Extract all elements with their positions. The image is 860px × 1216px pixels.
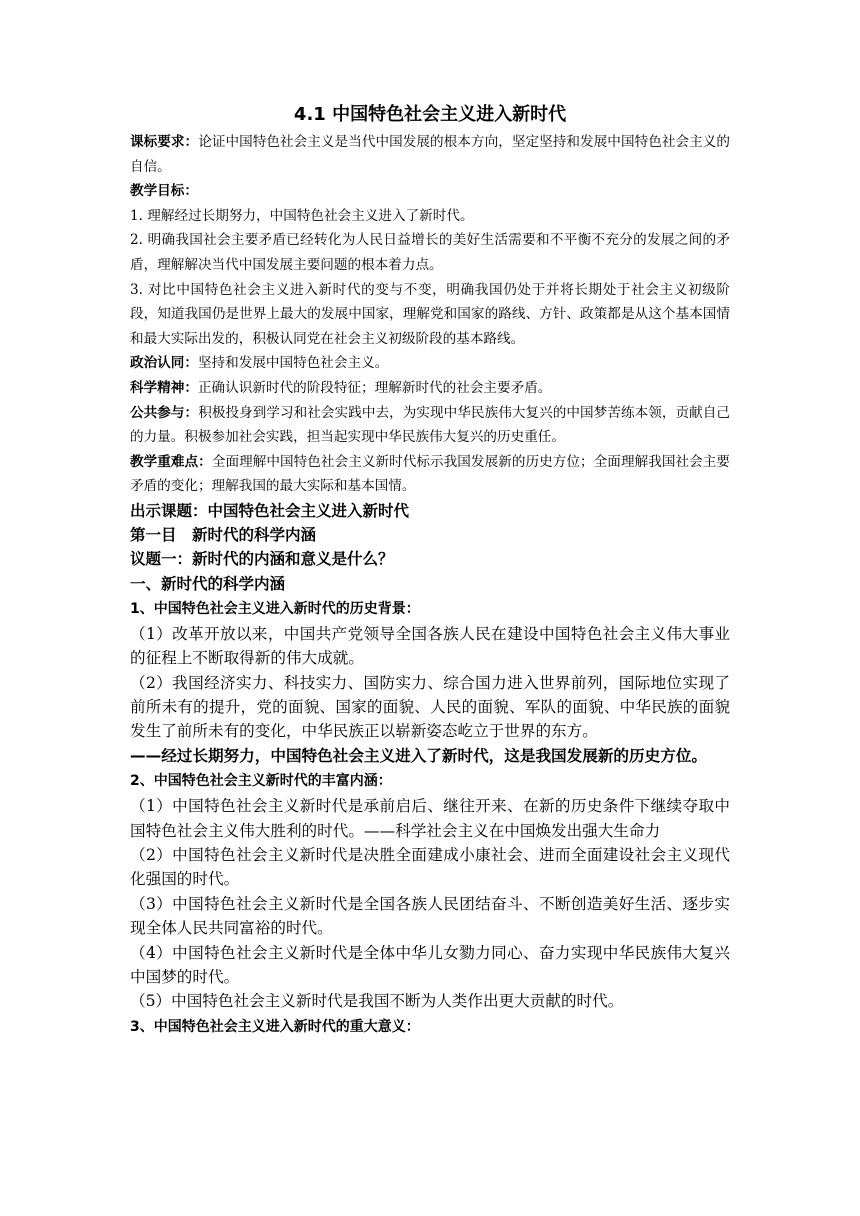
neihan-item: （3）中国特色社会主义新时代是全国各族人民团结奋斗、不断创造美好生活、逐步实现全体人民共同富裕的时代。 <box>130 894 730 938</box>
mubiao-item: 1. 理解经过长期努力，中国特色社会主义进入了新时代。 <box>130 207 474 224</box>
neihan-item: （5）中国特色社会主义新时代是我国不断为人类作出更大贡献的时代。 <box>130 992 624 1011</box>
diyimu-heading: 第一目 新时代的科学内涵 <box>130 526 317 545</box>
kebiao-paragraph <box>130 130 730 179</box>
jiaoxue-mubiao-label-line <box>130 179 730 204</box>
gonggong-label: 公共参与： <box>130 404 199 421</box>
zhongnandian-label: 教学重难点： <box>130 453 212 470</box>
kebiao-label: 课标要求： <box>130 134 199 150</box>
beijing-item: （1）改革开放以来，中国共产党领导全国各族人民在建设中国特色社会主义伟大事业的征程上不断取得新的伟大成就。 <box>130 624 730 668</box>
gonggong-paragraph <box>130 401 730 450</box>
zhongnandian-paragraph <box>130 450 730 499</box>
kexue-text: 正确认识新时代的阶段特征；理解新时代的社会主要矛盾。 <box>197 379 552 396</box>
mubiao-item: 3. 对比中国特色社会主义进入新时代的变与不变，明确我国仍处于并将长期处于社会主义初级阶段，知道我国仍是世界上最大的发展中国家，理解党和国家的路线、方针、政策都是从这个基本国情和最大实际出发的，积极认同党在社会主义初级阶段的基本路线。 <box>130 281 730 347</box>
document-title: 4.1 中国特色社会主义进入新时代 <box>293 104 567 125</box>
yiti-heading: 议题一：新时代的内涵和意义是什么？ <box>130 550 394 569</box>
kexue-paragraph <box>130 376 730 401</box>
beijing-conclusion: ——经过长期努力，中国特色社会主义进入了新时代，这是我国发展新的历史方位。 <box>130 746 707 765</box>
gonggong-text: 积极投身到学习和社会实践中去，为实现中华民族伟大复兴的中国梦苦练本领，贡献自己的力量。积极参加社会实践，担当起实现中华民族伟大复兴的历史重任。 <box>130 404 730 446</box>
subsection-heading: 1、中国特色社会主义进入新时代的历史背景： <box>130 600 420 617</box>
kebiao-text: 论证中国特色社会主义是当代中国发展的根本方向，坚定坚持和发展中国特色社会主义的自信。 <box>130 134 730 175</box>
jiaoxue-mubiao-label: 教学目标： <box>130 183 198 200</box>
neihan-item: （2）中国特色社会主义新时代是决胜全面建成小康社会、进而全面建设社会主义现代化强国的时代。 <box>130 845 730 889</box>
neihan-item: （4）中国特色社会主义新时代是全体中华儿女勠力同心、奋力实现中华民族伟大复兴中国梦的时代。 <box>130 943 730 986</box>
section-heading: 一、新时代的科学内涵 <box>130 574 286 593</box>
chushi-heading: 出示课题：中国特色社会主义进入新时代 <box>130 501 410 520</box>
zhengzhi-label: 政治认同： <box>130 355 198 372</box>
subsection-heading: 2、中国特色社会主义新时代的丰富内涵： <box>130 773 392 790</box>
neihan-item: （1）中国特色社会主义新时代是承前启后、继往开来、在新的历史条件下继续夺取中国特色社会主义伟大胜利的时代。——科学社会主义在中国焕发出强大生命力 <box>130 797 730 840</box>
zhongnandian-text: 全面理解中国特色社会主义新时代标示我国发展新的历史方位；全面理解我国社会主要矛盾的变化；理解我国的最大实际和基本国情。 <box>130 453 731 495</box>
subsection-heading: 3、中国特色社会主义进入新时代的重大意义： <box>130 1018 420 1035</box>
kexue-label: 科学精神： <box>130 379 198 396</box>
document-page <box>130 102 730 1040</box>
mubiao-item: 2. 明确我国社会主要矛盾已经转化为人民日益增长的美好生活需要和不平衡不充分的发展之间的矛盾，理解解决当代中国发展主要问题的根本着力点。 <box>130 232 730 273</box>
zhengzhi-paragraph <box>130 351 730 376</box>
zhengzhi-text: 坚持和发展中国特色社会主义。 <box>197 355 389 372</box>
beijing-item: （2）我国经济实力、科技实力、国防实力、综合国力进入世界前列，国际地位实现了前所未有的提升，党的面貌、国家的面貌、人民的面貌、军队的面貌、中华民族的面貌发生了前所未有的变化，中华民族正以崭新姿态屹立于世界的东方。 <box>130 673 730 741</box>
